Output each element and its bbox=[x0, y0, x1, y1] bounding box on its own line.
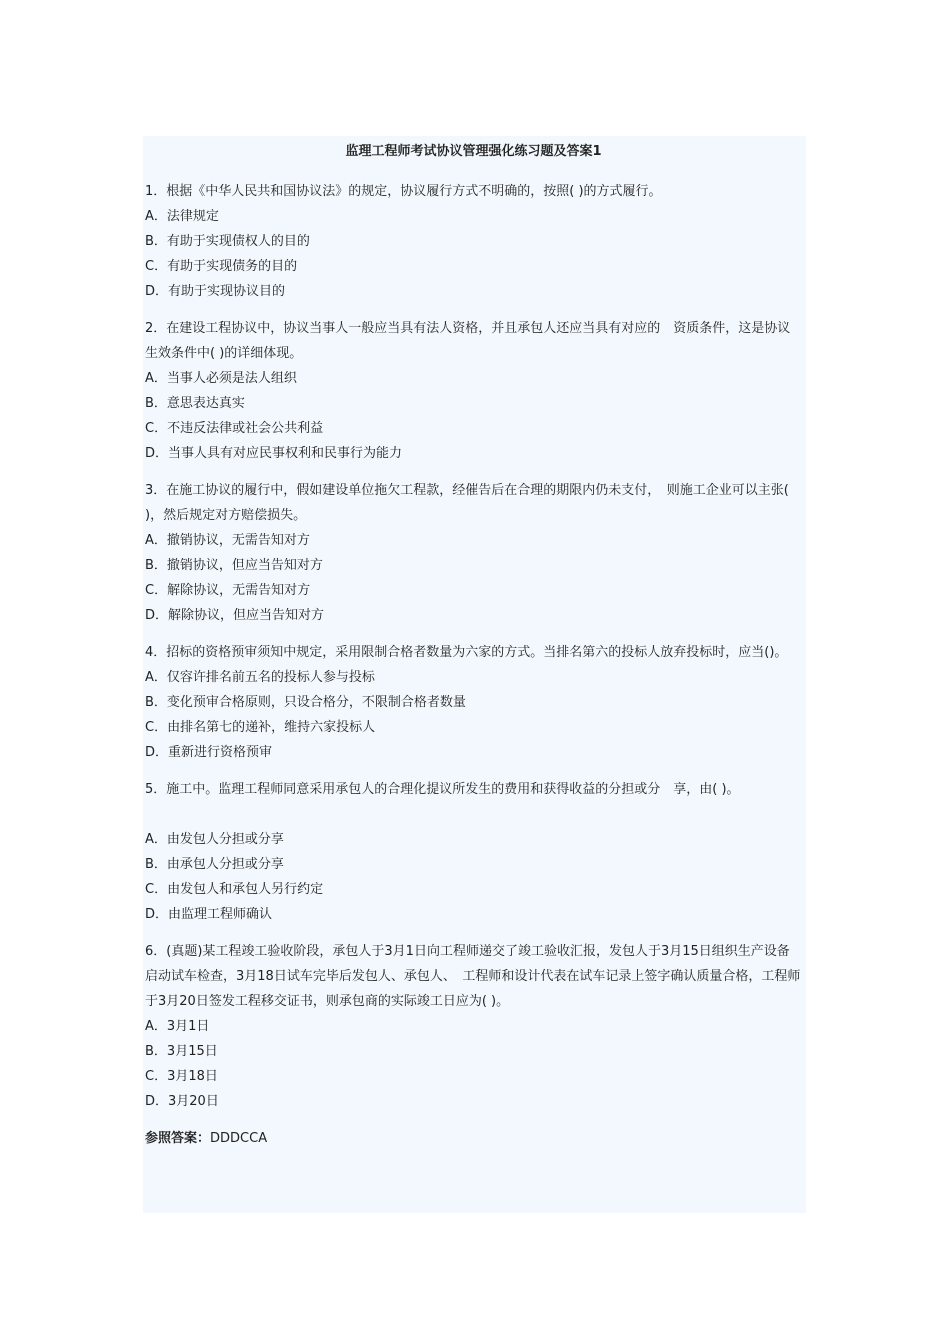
question-1 bbox=[145, 179, 802, 304]
question-stem: 1．根据《中华人民共和国协议法》的规定，协议履行方式不明确的，按照( )的方式履行。 bbox=[145, 184, 662, 199]
option-b: B．意思表达真实 bbox=[145, 396, 245, 411]
question-3 bbox=[145, 478, 802, 628]
option-a: A．仅容许排名前五名的投标人参与投标 bbox=[145, 670, 375, 685]
question-4 bbox=[145, 640, 802, 765]
answer-key bbox=[145, 1126, 802, 1151]
option-b: B．有助于实现债权人的目的 bbox=[145, 234, 310, 249]
option-list bbox=[145, 665, 802, 765]
option-list bbox=[145, 827, 802, 927]
option-d: D．解除协议，但应当告知对方 bbox=[145, 608, 325, 623]
answer-value: DDDCCA bbox=[210, 1131, 268, 1146]
option-a: A．3月1日 bbox=[145, 1019, 210, 1034]
question-2 bbox=[145, 316, 802, 466]
option-a: A．当事人必须是法人组织 bbox=[145, 371, 297, 386]
question-stem: 6．(真题)某工程竣工验收阶段，承包人于3月1日向工程师递交了竣工验收汇报，发包人于3月15日组织生产设备启动试车检查，3月18日试车完毕后发包人、承包人、 工程师和设计代表在试车记录上签字确认质量合格，工程师于3月20日签发工程移交证书，则承包商的实际竣工日应为( )。 bbox=[145, 944, 801, 1009]
question-stem: 3．在施工协议的履行中，假如建设单位拖欠工程款，经催告后在合理的期限内仍未支付， 则施工企业可以主张( )，然后规定对方赔偿损失。 bbox=[145, 483, 789, 523]
option-c: C．由排名第七的递补，维持六家投标人 bbox=[145, 720, 376, 735]
option-a: A．撤销协议，无需告知对方 bbox=[145, 533, 310, 548]
option-a: A．法律规定 bbox=[145, 209, 219, 224]
document-panel bbox=[143, 136, 806, 1213]
question-list bbox=[145, 179, 802, 1114]
option-b: B．由承包人分担或分享 bbox=[145, 857, 284, 872]
question-5 bbox=[145, 777, 802, 927]
option-c: C．不违反法律或社会公共利益 bbox=[145, 421, 324, 436]
blank-line bbox=[145, 802, 802, 827]
option-a: A．由发包人分担或分享 bbox=[145, 832, 284, 847]
option-list bbox=[145, 528, 802, 628]
option-d: D．有助于实现协议目的 bbox=[145, 284, 286, 299]
option-list bbox=[145, 1014, 802, 1114]
option-c: C．由发包人和承包人另行约定 bbox=[145, 882, 324, 897]
option-d: D．3月20日 bbox=[145, 1094, 219, 1109]
option-c: C．有助于实现债务的目的 bbox=[145, 259, 298, 274]
option-c: C．3月18日 bbox=[145, 1069, 218, 1084]
question-stem: 5．施工中。监理工程师同意采用承包人的合理化提议所发生的费用和获得收益的分担或分 享，由( )。 bbox=[145, 782, 740, 797]
document-title: 监理工程师考试协议管理强化练习题及答案1 bbox=[345, 144, 602, 159]
question-stem: 4．招标的资格预审须知中规定，采用限制合格者数量为六家的方式。当排名第六的投标人放弃投标时，应当()。 bbox=[145, 645, 788, 660]
option-b: B．变化预审合格原则，只设合格分，不限制合格者数量 bbox=[145, 695, 466, 710]
option-c: C．解除协议，无需告知对方 bbox=[145, 583, 311, 598]
option-b: B．撤销协议，但应当告知对方 bbox=[145, 558, 323, 573]
option-d: D．由监理工程师确认 bbox=[145, 907, 273, 922]
option-d: D．当事人具有对应民事权利和民事行为能力 bbox=[145, 446, 403, 461]
answer-label: 参照答案： bbox=[145, 1131, 211, 1146]
option-list bbox=[145, 204, 802, 304]
question-stem: 2．在建设工程协议中，协议当事人一般应当具有法人资格，并且承包人还应当具有对应的 资质条件，这是协议生效条件中( )的详细体现。 bbox=[145, 321, 791, 361]
option-d: D．重新进行资格预审 bbox=[145, 745, 273, 760]
option-b: B．3月15日 bbox=[145, 1044, 218, 1059]
question-6 bbox=[145, 939, 802, 1114]
option-list bbox=[145, 366, 802, 466]
